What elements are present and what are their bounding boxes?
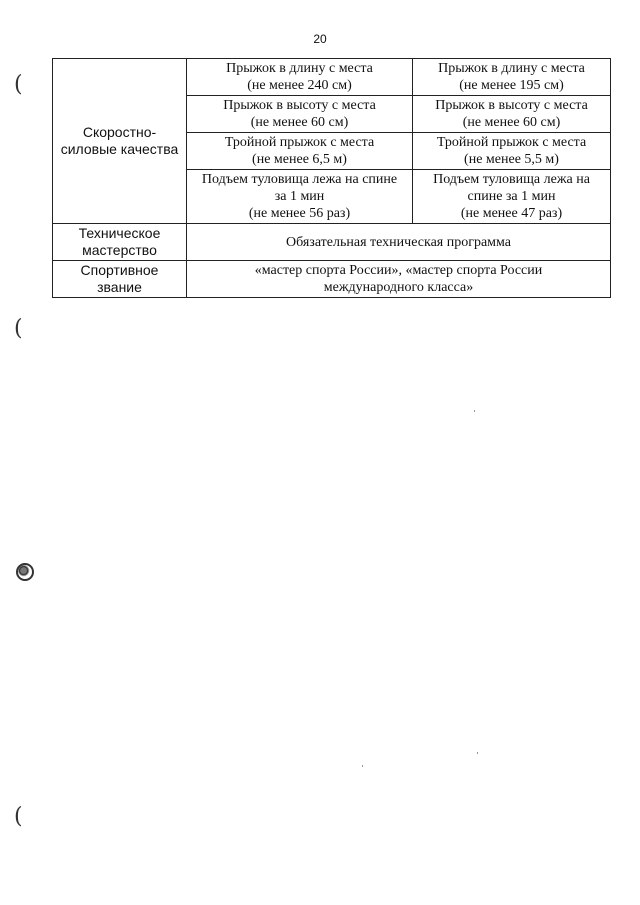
standard-text: (не менее 240 см) — [247, 78, 352, 93]
standard-cell — [187, 170, 413, 224]
table-row — [53, 224, 611, 261]
category-text: Спортивное звание — [80, 262, 159, 295]
standard-text: Прыжок в длину с места — [226, 61, 373, 76]
standard-text: (не менее 6,5 м) — [252, 152, 347, 167]
standard-text: Прыжок в высоту с места — [435, 98, 588, 113]
punch-hole-mark — [16, 563, 34, 581]
category-cell — [53, 224, 187, 261]
standard-text: Прыжок в длину с места — [438, 61, 585, 76]
standard-text: Подъем туловища лежа на — [433, 172, 590, 187]
punch-hole-mark: ( — [14, 72, 23, 97]
scan-speck — [362, 765, 363, 767]
standard-text: Подъем туловища лежа на спине — [201, 172, 398, 187]
standard-cell — [187, 96, 413, 133]
merged-standard-cell — [187, 261, 611, 298]
standard-text: (не менее 60 см) — [462, 115, 561, 130]
standard-cell — [413, 170, 611, 224]
page-number: 20 — [313, 32, 327, 46]
table-row — [53, 261, 611, 298]
standard-cell — [413, 96, 611, 133]
standard-text: (не менее 47 раз) — [460, 206, 563, 221]
merged-standard-cell — [187, 224, 611, 261]
category-text: Техническое — [78, 225, 161, 241]
standard-text: (не менее 195 см) — [459, 78, 564, 93]
category-text: силовые качества — [60, 141, 179, 157]
standard-text: «мастер спорта России», «мастер спорта России — [254, 263, 543, 278]
category-text: Скоростно- — [82, 124, 157, 140]
standard-text: (не менее 60 см) — [250, 115, 349, 130]
scan-speck — [474, 410, 475, 412]
standard-cell — [187, 59, 413, 96]
standard-cell — [413, 59, 611, 96]
category-cell — [53, 261, 187, 298]
standard-text: (не менее 5,5 м) — [464, 152, 559, 167]
scan-speck — [477, 752, 478, 754]
standard-text: спине за 1 мин — [467, 189, 556, 204]
standard-text: за 1 мин — [274, 189, 325, 204]
category-cell — [53, 59, 187, 224]
standard-text: (не менее 56 раз) — [248, 206, 351, 221]
standard-text: Обязательная техническая программа — [285, 234, 512, 250]
standard-cell — [413, 133, 611, 170]
standard-text: Тройной прыжок с места — [436, 135, 587, 150]
standard-text: Прыжок в высоту с места — [223, 98, 376, 113]
standards-table — [52, 58, 611, 298]
table-row — [53, 59, 611, 96]
category-text: мастерство — [82, 242, 157, 258]
standard-text: Тройной прыжок с места — [224, 135, 375, 150]
standard-text: международного класса» — [323, 280, 474, 295]
punch-hole-mark: ( — [14, 316, 23, 341]
punch-hole-mark: ( — [14, 804, 23, 829]
standard-cell — [187, 133, 413, 170]
